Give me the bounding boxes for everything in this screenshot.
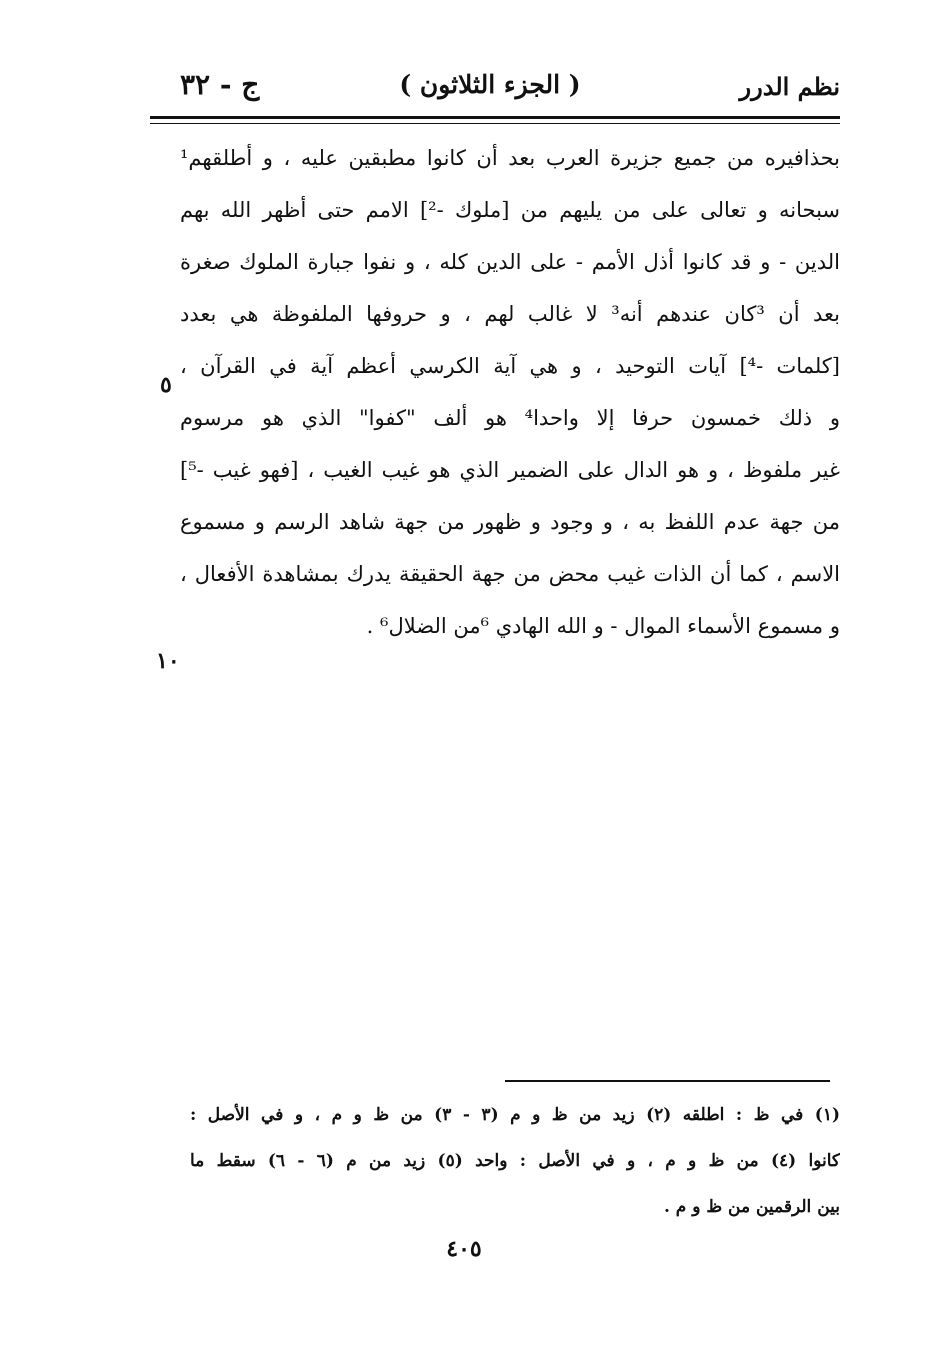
text-line: [كلمات -⁴] آيات التوحيد ، و هي آية الكرسي أعظم آية في القرآن ، [180,354,840,378]
footnote-line: (١) في ظ : اطلقه (٢) زيد من ظ و م (٣ - ٣) من ظ و م ، و في الأصل : [190,1105,840,1125]
text-line: غير ملفوظ ، و هو الدال على الضمير الذي هو غيب الغيب ، [فهو غيب -⁵] [180,458,840,482]
line-number-10: ١٠ [156,648,180,674]
header-rule-thin [150,123,840,124]
page-header [140,66,840,110]
text-line: و ذلك خمسون حرفا إلا واحدا⁴ هو ألف "كفوا" الذي هو مرسوم [180,406,840,430]
text-line: الدين - و قد كانوا أذل الأمم - على الدين كله ، و نفوا جبارة الملوك صغرة [180,250,840,274]
text-line: سبحانه و تعالى على من يليهم من [ملوك -²] الامم حتى أظهر الله بهم [180,198,840,222]
header-rule-thick [150,116,840,119]
body-text [180,132,840,652]
footnotes [190,1092,840,1230]
line-number-5: ٥ [160,372,172,398]
footnote-line: بين الرقمين من ظ و م . [663,1197,840,1217]
surah-reference: ج - ٣٢ [180,68,260,101]
page-number: ٤٠٥ [446,1236,482,1262]
footnote-rule [505,1080,830,1082]
part-title: ( الجزء الثلاثون ) [399,70,581,99]
book-title: نظم الدرر [739,72,840,101]
text-line: من جهة عدم اللفظ به ، و وجود و ظهور من جهة شاهد الرسم و مسموع [180,510,840,534]
text-line: و مسموع الأسماء الموال - و الله الهادي ⁶من الضلال⁶ . [366,614,840,638]
footnote-line: كانوا (٤) من ظ و م ، و في الأصل : واحد (٥) زيد من م (٦ - ٦) سقط ما [190,1151,840,1171]
text-line: بعد أن ³كان عندهم أنه³ لا غالب لهم ، و حروفها الملفوظة هي بعدد [180,302,840,326]
text-line: الاسم ، كما أن الذات غيب محض من جهة الحقيقة يدرك بمشاهدة الأفعال ، [180,562,840,586]
text-line: بحذافيره من جميع جزيرة العرب بعد أن كانوا مطبقين عليه ، و أطلقهم¹ [180,146,840,170]
